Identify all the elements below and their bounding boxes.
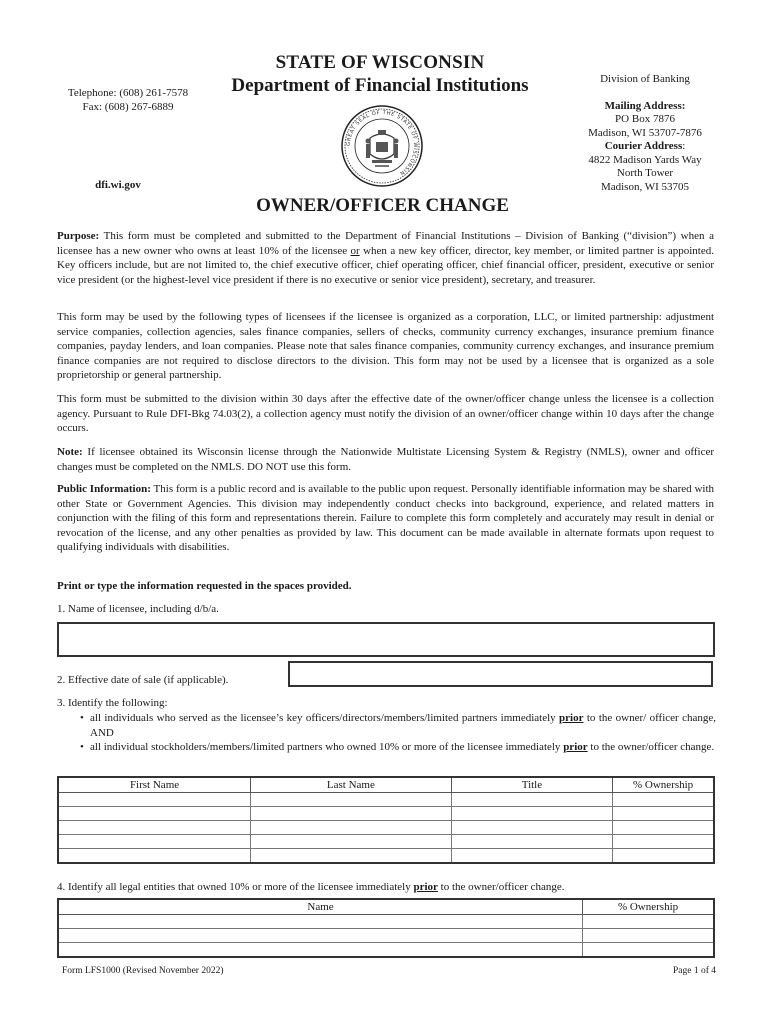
table-row <box>58 929 714 943</box>
q3-bullet-1: • all individuals who served as the licensee’s key officers/directors/members/limited partners immediately prior to the owner/ officer change, AND <box>80 712 716 739</box>
contact-phone-fax <box>58 86 198 114</box>
mailing-line-2: Madison, WI 53707-7876 <box>588 126 702 139</box>
fax: Fax: (608) 267-6889 <box>82 101 174 113</box>
purpose-paragraph: Purpose: This form must be completed and submitted to the Department of Financial Institutions – Division of Banking (“division”) when a licensee has a new owner who owns at least 10% of the licensee or when a new key officer, director, key member, or limited partner is appointed. Key officers include, but are not limited to, the chief executive officer, chief operating officer, chief financial officer, president, executive or senior vice president (or the highest-level vice president if there is no executive or senior vice president), secretary, and treasurer. <box>57 230 714 286</box>
q2-label: 2. Effective date of sale (if applicable). <box>57 674 229 686</box>
licensee-name-input[interactable] <box>57 622 715 657</box>
q3-label: 3. Identify the following: <box>57 697 168 709</box>
last-name-cell[interactable] <box>251 807 452 821</box>
ownership-cell[interactable] <box>613 807 714 821</box>
svg-text:GREAT SEAL OF THE STATE OF WIS: GREAT SEAL OF THE STATE OF WISCONSIN <box>345 109 419 177</box>
table-header-row <box>58 777 714 793</box>
ownership-cell[interactable] <box>613 849 714 864</box>
website-link[interactable]: dfi.wi.gov <box>95 179 141 191</box>
q4-label: 4. Identify all legal entities that owned 10% or more of the licensee immediately prior to the owner/officer change. <box>57 881 565 893</box>
column-header-ownership: % Ownership <box>583 899 714 915</box>
last-name-cell[interactable] <box>251 849 452 864</box>
first-name-cell[interactable] <box>58 793 251 807</box>
column-header-title: Title <box>451 777 612 793</box>
ownership-cell[interactable] <box>613 835 714 849</box>
mailing-line-1: PO Box 7876 <box>615 113 675 125</box>
first-name-cell[interactable] <box>58 849 251 864</box>
nmls-note: Note: If licensee obtained its Wisconsin license through the Nationwide Multistate Licensing System & Registry (NMLS), owner and officer changes must be completed on the NMLS. DO NOT use this form. <box>57 446 714 473</box>
first-name-cell[interactable] <box>58 835 251 849</box>
form-id: Form LFS1000 (Revised November 2022) <box>62 966 224 976</box>
legal-entities-table <box>57 898 715 958</box>
telephone: Telephone: (608) 261-7578 <box>67 87 189 99</box>
title-cell[interactable] <box>451 849 612 864</box>
licensee-types-paragraph: This form may be used by the following types of licensees if the licensee is organized as a corporation, LLC, or limited partnership: adjustment service companies, collection agencies, sales finance companies, sellers of checks, community currency exchanges, insurance premium finance companies, payday lenders, and loan companies. Please note that sales finance companies, community currency exchanges, and insurance premium finance companies are not required to disclose directors to the division. This form may not be used by a licensee that is organized as a sole proprietorship or general partnership. <box>57 311 714 381</box>
ownership-cell[interactable] <box>583 929 714 943</box>
submission-deadline-paragraph: This form must be submitted to the division within 30 days after the effective date of the owner/officer change unless the licensee is a collection agency. Pursuant to Rule DFI-Bkg 74.03(2), a collection agency must notify the division of an owner/officer change within 10 days after the change occurs. <box>57 393 714 434</box>
last-name-cell[interactable] <box>251 793 452 807</box>
column-header-last-name: Last Name <box>251 777 452 793</box>
ownership-cell[interactable] <box>613 793 714 807</box>
courier-line-2: North Tower <box>616 167 674 179</box>
instructions: Print or type the information requested in the spaces provided. <box>57 580 352 592</box>
form-title: OWNER/OFFICER CHANGE <box>256 195 509 216</box>
state-seal-icon <box>340 104 424 188</box>
division-name: Division of Banking <box>600 73 690 85</box>
division-address-block <box>560 73 730 194</box>
effective-date-input[interactable] <box>288 661 713 687</box>
title-cell[interactable] <box>451 807 612 821</box>
mailing-address-label: Mailing Address: <box>604 99 686 112</box>
state-name: STATE OF WISCONSIN <box>275 52 485 73</box>
entity-name-cell[interactable] <box>58 915 583 929</box>
agency-title <box>205 52 555 98</box>
table-row <box>58 793 714 807</box>
department-name: Department of Financial Institutions <box>231 75 529 96</box>
page-number: Page 1 of 4 <box>672 966 716 976</box>
ownership-cell[interactable] <box>583 915 714 929</box>
first-name-cell[interactable] <box>58 807 251 821</box>
courier-line-1: 4822 Madison Yards Way <box>588 153 702 166</box>
column-header-ownership: % Ownership <box>613 777 714 793</box>
entity-name-cell[interactable] <box>58 943 583 958</box>
table-row <box>58 807 714 821</box>
column-header-name: Name <box>58 899 583 915</box>
q1-label: 1. Name of licensee, including d/b/a. <box>57 603 219 615</box>
courier-address-label: Courier Address: <box>604 140 686 152</box>
table-row <box>58 821 714 835</box>
public-information-paragraph: Public Information: This form is a public record and is available to the public upon request. Personally identifiable information may be shared with other State or Government Agencies. This division may independently conduct checks into background, experience, and related matters in conjunction with the filing of this form and representations therein. Failure to complete this form completely and accurately may result in denial or revocation of the license, and any other penalties as provided by law. This document can be made available in alternate formats upon request to qualifying individuals with disabilities. <box>57 483 715 553</box>
title-cell[interactable] <box>451 835 612 849</box>
table-row <box>58 915 714 929</box>
ownership-cell[interactable] <box>583 943 714 958</box>
title-cell[interactable] <box>451 821 612 835</box>
title-cell[interactable] <box>451 793 612 807</box>
table-row <box>58 943 714 958</box>
courier-line-3: Madison, WI 53705 <box>600 180 690 193</box>
q3-bullet-list <box>80 711 716 755</box>
last-name-cell[interactable] <box>251 835 452 849</box>
column-header-first-name: First Name <box>58 777 251 793</box>
table-row <box>58 835 714 849</box>
ownership-cell[interactable] <box>613 821 714 835</box>
first-name-cell[interactable] <box>58 821 251 835</box>
individuals-table <box>57 776 715 864</box>
table-header-row <box>58 899 714 915</box>
last-name-cell[interactable] <box>251 821 452 835</box>
q3-bullet-2: • all individual stockholders/members/limited partners who owned 10% or more of the licensee immediately prior to the owner/officer change. <box>80 741 715 753</box>
entity-name-cell[interactable] <box>58 929 583 943</box>
table-row <box>58 849 714 864</box>
